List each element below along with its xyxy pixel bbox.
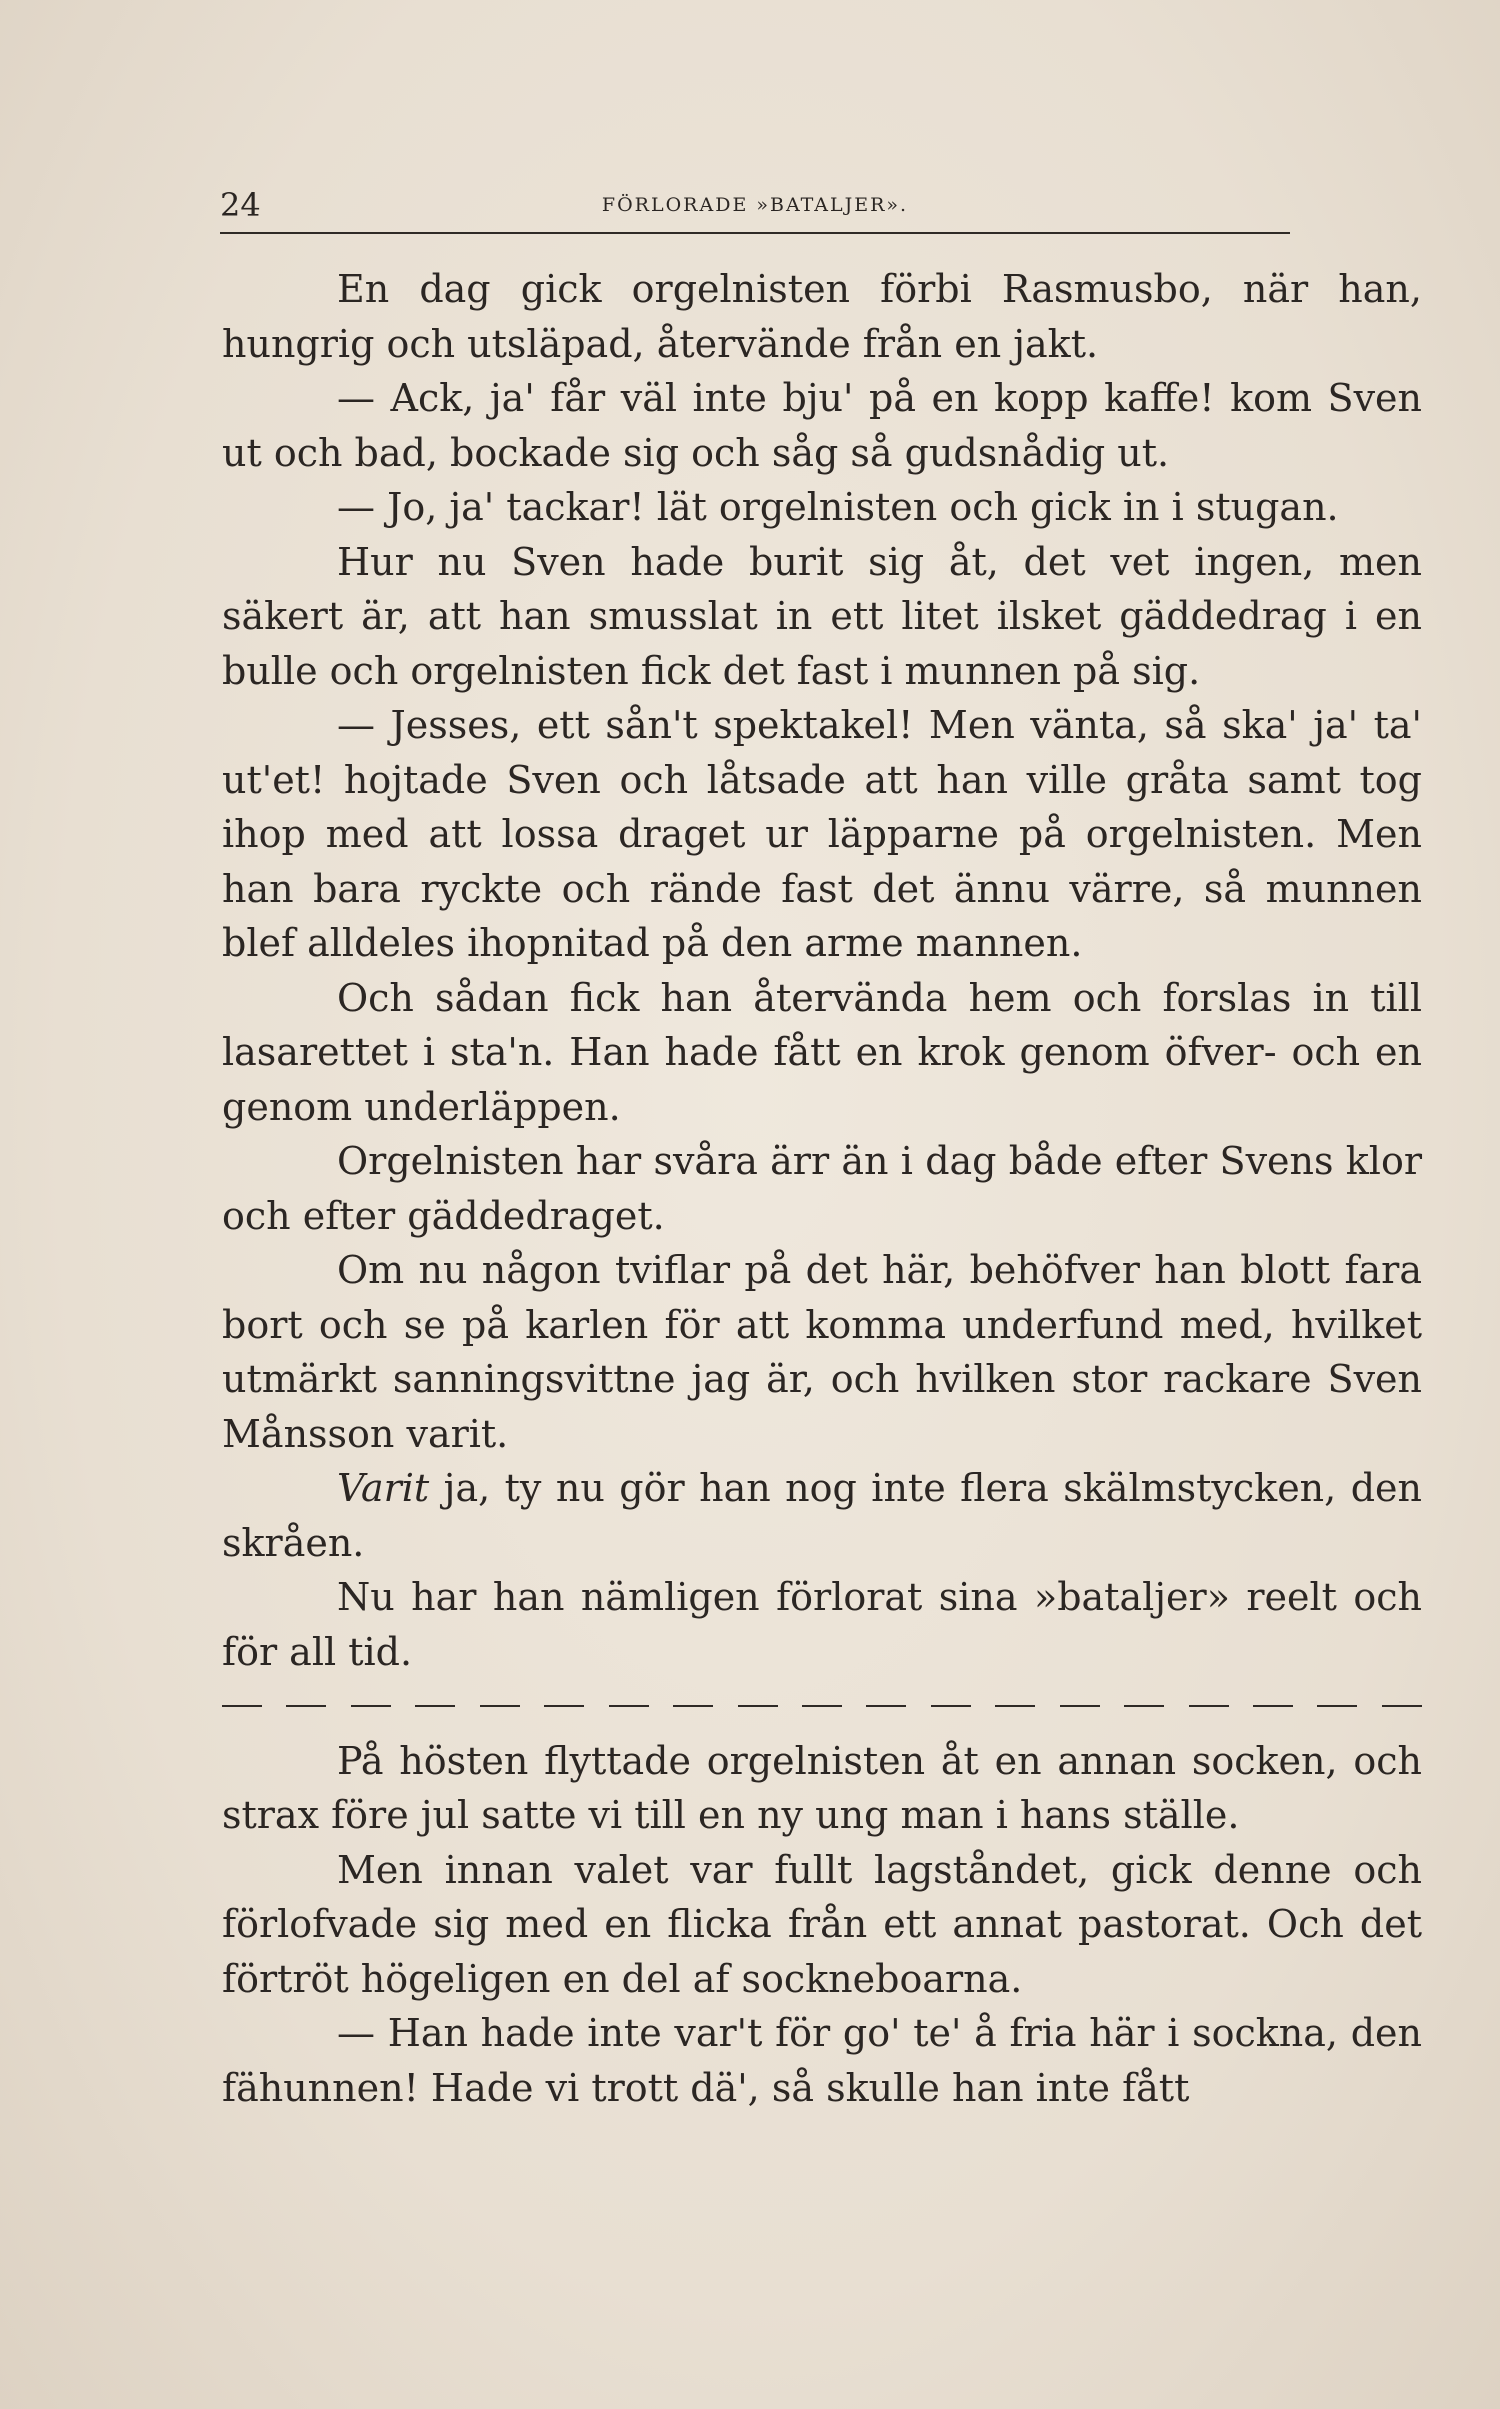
- body-text: [222, 262, 1422, 2115]
- paragraph-varit: [222, 1461, 1422, 1570]
- paragraph: På hösten flyttade orgelnisten åt en annan socken, och strax före jul satte vi till en ny ung man i hans ställe.: [222, 1738, 1422, 1837]
- page-header: [220, 180, 1290, 230]
- section-separator: [222, 1679, 1422, 1734]
- paragraph: Men innan valet var fullt lagståndet, gick denne och förlofvade sig med en flicka från ett annat pastorat. Och det förtröt högeligen en del af sockneboarna.: [222, 1847, 1422, 2001]
- paragraph-rest: ja, ty nu gör han nog inte flera skälmstycken, den skråen.: [222, 1466, 1422, 1565]
- paragraph: Och sådan fick han återvända hem och forslas in till lasarettet i sta'n. Han hade fått en krok genom öfver- och en genom underläppen.: [222, 975, 1422, 1129]
- paragraph: Nu har han nämligen förlorat sina »bataljer» reelt och för all tid.: [222, 1575, 1422, 1674]
- italic-word: Varit: [337, 1466, 430, 1510]
- paragraph: Hur nu Sven hade burit sig åt, det vet ingen, men säkert är, att han smusslat in ett litet ilsket gäddedrag i en bulle och orgelnisten fick det fast i munnen på sig.: [222, 539, 1422, 693]
- paragraph: — Jesses, ett sån't spektakel! Men vänta, så ska' ja' ta' ut'et! hojtade Sven och låtsade att han ville gråta samt tog ihop med att lossa draget ur läpparne på orgelnisten. Men han bara ryckte och rände fast det ännu värre, så munnen blef alldeles ihopnitad på den arme mannen.: [222, 703, 1422, 965]
- running-title: FÖRLORADE »BATALJER».: [601, 194, 909, 216]
- paragraph: — Han hade inte var't för go' te' å fria här i sockna, den fähunnen! Hade vi trott dä', så skulle han inte fått: [222, 2011, 1422, 2110]
- paragraph: En dag gick orgelnisten förbi Rasmusbo, när han, hungrig och utsläpad, återvände från en jakt.: [222, 267, 1422, 366]
- page-number: 24: [220, 186, 261, 224]
- paragraph: — Ack, ja' får väl inte bju' på en kopp kaffe! kom Sven ut och bad, bockade sig och såg så gudsnådig ut.: [222, 376, 1422, 475]
- paragraph: Orgelnisten har svåra ärr än i dag både efter Svens klor och efter gäddedraget.: [222, 1139, 1422, 1238]
- paragraph: Om nu någon tviflar på det här, behöfver han blott fara bort och se på karlen för att komma underfund med, hvilket utmärkt sanningsvittne jag är, och hvilken stor rackare Sven Månsson varit.: [222, 1248, 1422, 1456]
- header-rule: [220, 232, 1290, 234]
- paragraph: — Jo, ja' tackar! lät orgelnisten och gick in i stugan.: [337, 485, 1339, 529]
